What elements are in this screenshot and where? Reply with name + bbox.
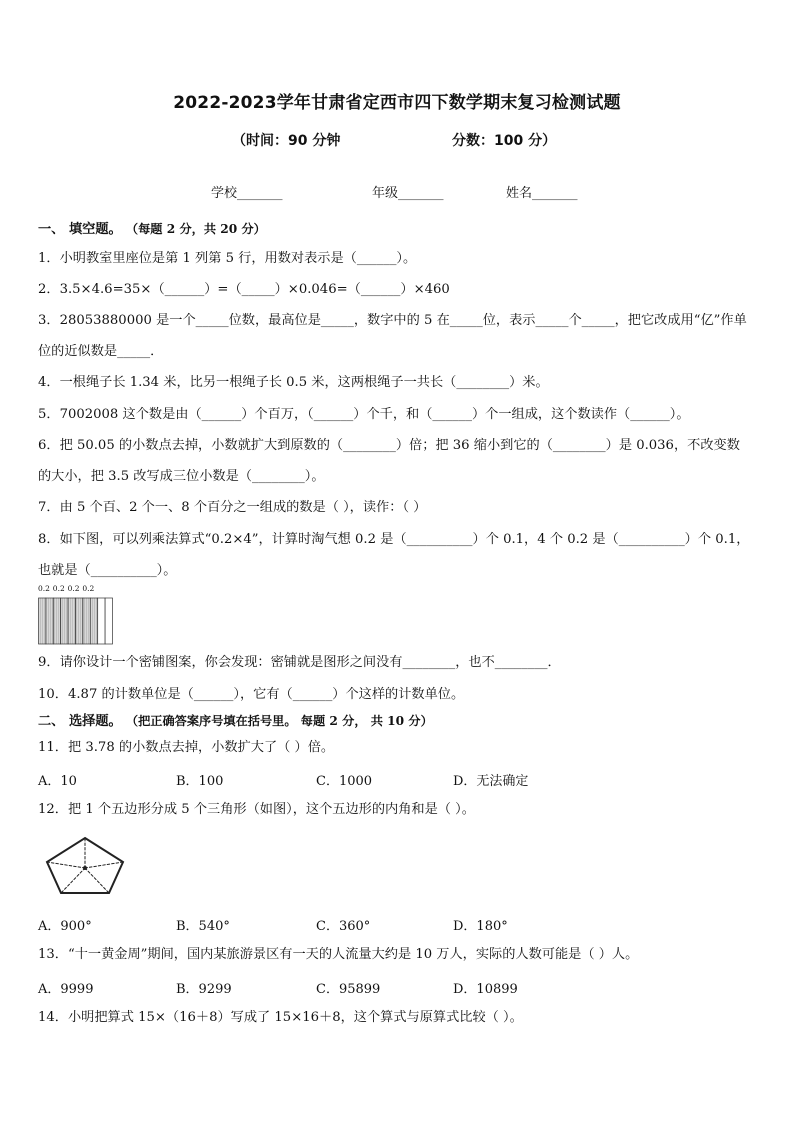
exam-score: 分数：100 分） — [452, 133, 557, 149]
question-13: 13．“十一黄金周”期间，国内某旅游景区有一天的人流量大约是 10 万人，实际的人数可能是（ ）人。 — [38, 947, 639, 962]
pentagon-figure — [44, 836, 126, 896]
shaded-bar — [83, 598, 90, 644]
question-6-line-2: 的大小，把 3.5 改写成三位小数是（________）。 — [38, 469, 325, 484]
question-11: 11．把 3.78 的小数点去掉，小数扩大了（ ）倍。 — [38, 740, 335, 755]
school-field: 学校_______ — [211, 186, 283, 201]
shaded-bar — [68, 598, 75, 644]
q12-option-d: D．180° — [453, 919, 508, 934]
section-1-heading: 一、 填空题。 — [38, 222, 122, 237]
question-1: 1．小明教室里座位是第 1 列第 5 行，用数对表示是（______）。 — [38, 251, 417, 266]
question-14: 14．小明把算式 15×（16＋8）写成了 15×16＋8，这个算式与原算式比较（ ）。 — [38, 1010, 523, 1025]
q11-option-d: D．无法确定 — [453, 774, 529, 789]
decimal-bars-figure — [38, 584, 118, 646]
question-2: 2．3.5×4.6=35×（______）=（_____）×0.046=（______）×460 — [38, 282, 450, 297]
question-12: 12．把 1 个五边形分成 5 个三角形（如图），这个五边形的内角和是（ ）。 — [38, 802, 475, 817]
question-5: 5．7002008 这个数是由（______）个百万，（______）个千，和（______）个一组成，这个数读作（______）。 — [38, 407, 690, 422]
q11-option-b: B．100 — [176, 774, 224, 789]
q13-option-d: D．10899 — [453, 982, 518, 997]
section-2-note: （把正确答案序号填在括号里。 每题 2 分， 共 10 分） — [125, 714, 433, 728]
q13-option-a: A．9999 — [38, 982, 94, 997]
question-3-line-1: 3．28053880000 是一个_____位数，最高位是_____，数字中的 5 在_____位，表示_____个_____，把它改成用“亿”作单 — [38, 313, 747, 328]
q11-option-c: C．1000 — [316, 774, 373, 789]
shaded-bar — [46, 598, 53, 644]
shaded-bar — [39, 598, 46, 644]
q13-option-c: C．95899 — [316, 982, 381, 997]
question-4: 4．一根绳子长 1.34 米，比另一根绳子长 0.5 米，这两根绳子一共长（________）米。 — [38, 375, 549, 390]
shaded-bar — [76, 598, 83, 644]
q12-option-c: C．360° — [316, 919, 371, 934]
empty-bar — [98, 598, 105, 644]
section-2-header — [38, 712, 758, 731]
name-field: 姓名_______ — [506, 186, 578, 201]
page-title: 2022-2023学年甘肃省定西市四下数学期末复习检测试题 — [173, 93, 621, 113]
question-8-line-2: 也就是（__________）。 — [38, 563, 177, 578]
exam-time: （时间：90 分钟 — [232, 133, 341, 149]
shaded-bar — [61, 598, 68, 644]
grade-field: 年级_______ — [372, 186, 444, 201]
section-1-header — [38, 220, 758, 239]
q11-option-a: A．10 — [38, 774, 77, 789]
q12-option-b: B．540° — [176, 919, 230, 934]
question-7: 7．由 5 个百、2 个一、8 个百分之一组成的数是（ ），读作：（ ） — [38, 500, 427, 515]
q12-option-a: A．900° — [38, 919, 92, 934]
empty-bar — [105, 598, 112, 644]
question-3-line-2: 位的近似数是_____． — [38, 344, 164, 359]
bar-label: 0.2 — [52, 584, 65, 593]
bar-label: 0.2 — [38, 584, 50, 593]
shaded-bar — [53, 598, 60, 644]
question-9: 9．请你设计一个密铺图案，你会发现：密铺就是图形之间没有________，也不________． — [38, 655, 561, 670]
section-1-note: （每题 2 分，共 20 分） — [125, 222, 266, 236]
bar-label: 0.2 — [67, 584, 80, 593]
question-8-line-1: 8．如下图，可以列乘法算式“0.2×4”，计算时淘气想 0.2 是（__________）个 0.1，4 个 0.2 是（__________）个 0.1， — [38, 532, 750, 547]
bar-label: 0.2 — [82, 584, 95, 593]
shaded-bar — [90, 598, 97, 644]
question-10: 10．4.87 的计数单位是（______），它有（______）个这样的计数单位。 — [38, 687, 465, 702]
section-2-heading: 二、 选择题。 — [38, 714, 122, 729]
question-6-line-1: 6．把 50.05 的小数点去掉，小数就扩大到原数的（________）倍；把 36 缩小到它的（________）是 0.036，不改变数 — [38, 438, 740, 453]
q13-option-b: B．9299 — [176, 982, 232, 997]
